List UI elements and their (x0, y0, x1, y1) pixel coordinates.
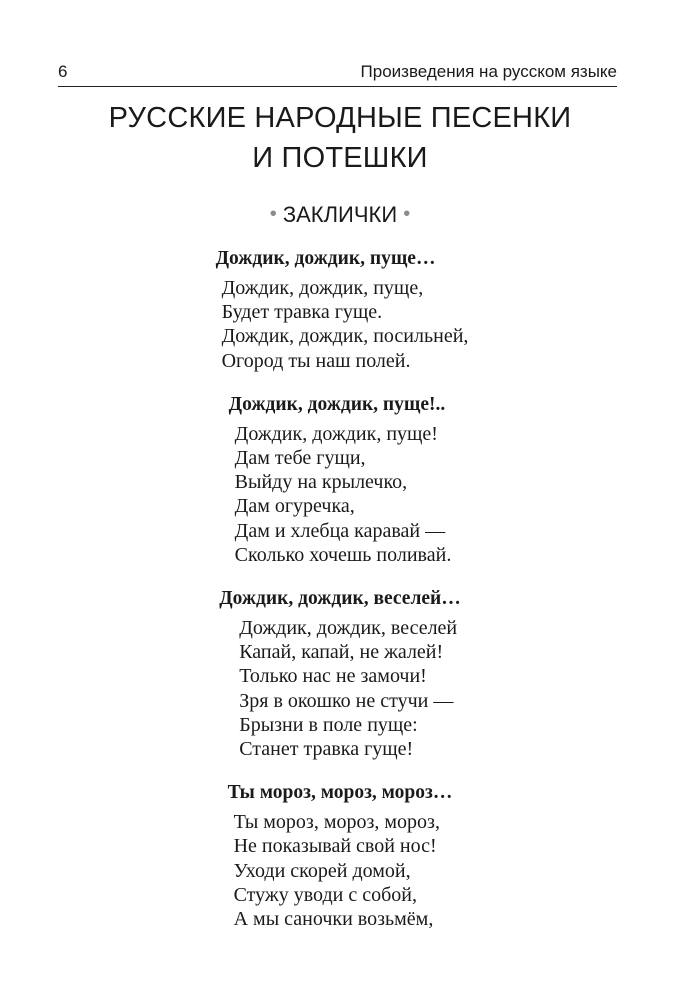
poem-line: Уходи скорей домой, (233, 859, 411, 882)
poem-title: Дождик, дождик, пуще!.. (228, 393, 446, 415)
poem-line: Дождик, дождик, пуще! (234, 422, 438, 445)
poems-container (0, 246, 680, 950)
section-subtitle-text: ЗАКЛИЧКИ (282, 202, 398, 227)
poem-line: Дам огуречка, (234, 495, 355, 518)
poem-line: А мы саночки возьмём, (233, 908, 434, 931)
page-number: 6 (58, 62, 68, 81)
poem (0, 780, 680, 931)
poem-line: Станет травка гуще! (239, 738, 414, 761)
poem-line: Будет травка гуще. (221, 301, 383, 324)
poem-line: Только нас не замочи! (239, 665, 427, 688)
poem-line: Дам тебе гущи, (234, 447, 366, 470)
bullet-right: • (403, 203, 411, 225)
poem-line: Брызни в поле пуще: (239, 713, 418, 736)
poem-line: Дождик, дождик, посильней, (221, 325, 469, 348)
section-subtitle (0, 199, 680, 230)
chapter-title (0, 98, 680, 178)
poem-line: Огород ты наш полей. (221, 349, 411, 372)
poem-line: Дам и хлебца каравай — (234, 519, 446, 542)
poem-title: Дождик, дождик, веселей… (219, 588, 461, 610)
bullet-left: • (269, 203, 277, 225)
poem-line: Сколько хочешь поливай. (234, 543, 452, 566)
chapter-title-line-1: РУССКИЕ НАРОДНЫЕ ПЕСЕНКИ (108, 102, 572, 134)
poem-line: Не показывай свой нос! (233, 835, 437, 858)
poem-line: Капай, капай, не жалей! (239, 641, 444, 664)
poem (0, 586, 680, 761)
poem-line: Стужу уводи с собой, (233, 883, 417, 906)
running-section-title: Произведения на русском языке (360, 62, 617, 81)
poem-line: Выйду на крылечко, (234, 471, 408, 494)
poem-line: Ты мороз, мороз, мороз, (233, 811, 440, 834)
chapter-title-line-2: И ПОТЕШКИ (252, 142, 428, 174)
poem (0, 392, 680, 567)
poem-line: Дождик, дождик, веселей (239, 617, 458, 640)
poem-title: Ты мороз, мороз, мороз… (227, 782, 453, 804)
running-header (58, 58, 617, 87)
poem-line: Дождик, дождик, пуще, (221, 277, 424, 299)
poem (0, 246, 680, 373)
poem-line: Зря в окошко не стучи — (239, 689, 454, 712)
poem-title: Дождик, дождик, пуще… (215, 248, 436, 269)
